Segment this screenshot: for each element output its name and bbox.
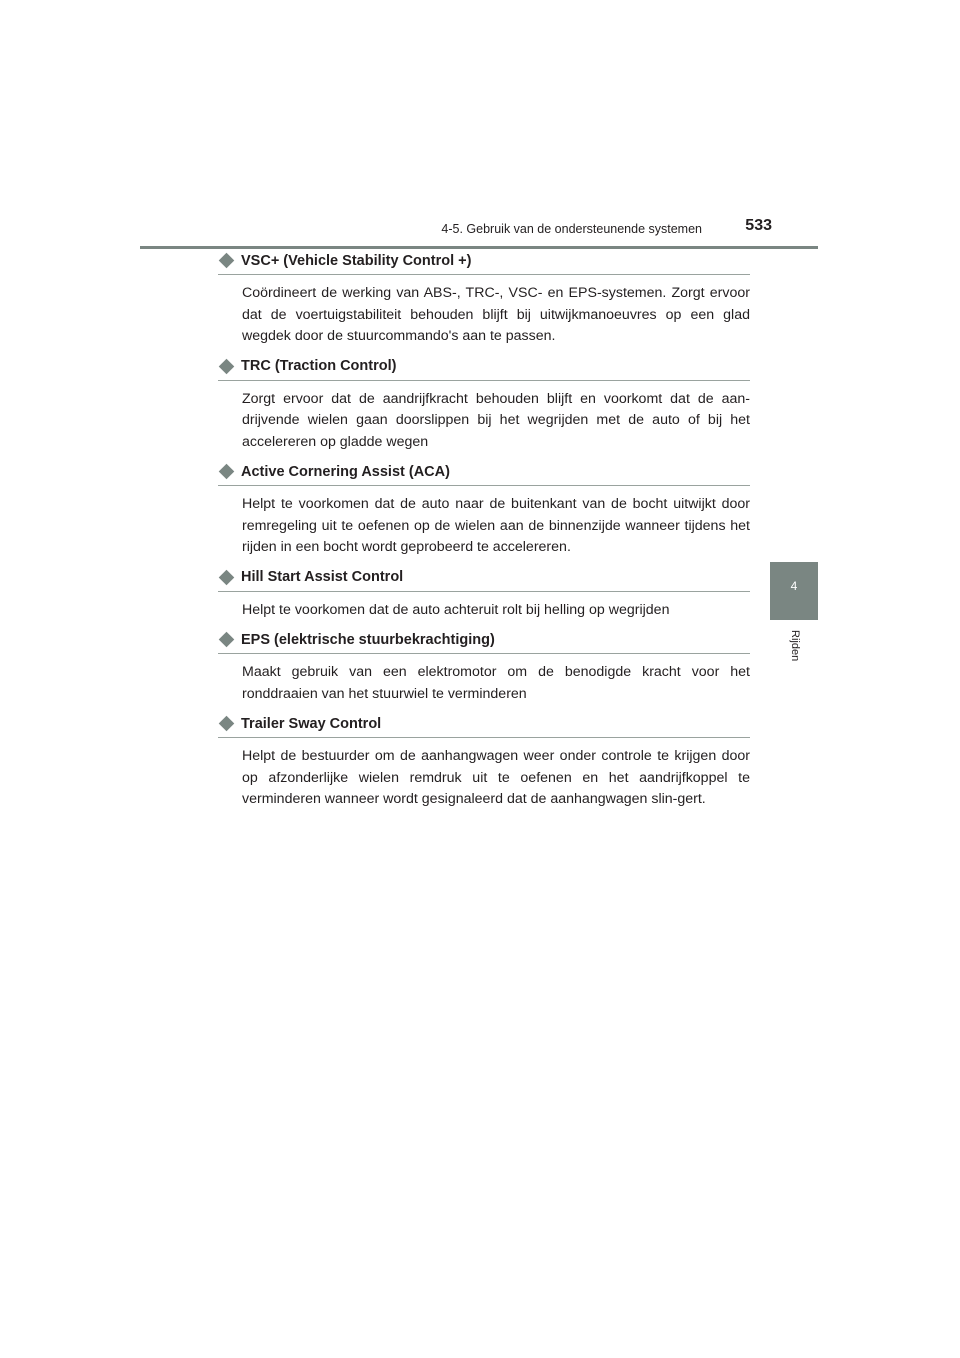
section-body: Zorgt ervoor dat de aandrijfkracht behouden blijft en voorkomt dat de aan-drijvende wielen gaan doorslippen bij het wegrijden met de auto of bij het accelereren op gladde wegen xyxy=(242,390,750,450)
section-heading xyxy=(218,356,750,381)
section-heading xyxy=(218,250,750,275)
section-body: Coördineert de werking van ABS-, TRC-, VSC- en EPS-systemen. Zorgt ervoor dat de voertuigstabiliteit behouden blijft bij uitwijkmanoeuvres op een glad wegdek door de stuurcommando's aan te passen. xyxy=(242,285,750,344)
section-title: Trailer Sway Control xyxy=(241,715,382,732)
section-title: TRC (Traction Control) xyxy=(241,358,397,374)
section-heading xyxy=(218,713,750,738)
page-number: 533 xyxy=(745,217,772,234)
section-title: VSC+ (Vehicle Stability Control +) xyxy=(241,252,472,269)
section-heading xyxy=(218,461,750,486)
chapter-tab-number: 4 xyxy=(790,579,798,593)
page-header xyxy=(140,214,818,249)
section-trc xyxy=(218,356,750,454)
section-body: Helpt te voorkomen dat de auto achteruit rolt bij helling op wegrijden xyxy=(242,601,670,618)
section-body: Helpt te voorkomen dat de auto naar de buitenkant van de bocht uitwijkt door remregeling uit te oefenen op de wielen aan de binnenzijde wanneer tijdens het rijden in een bocht wordt geprobeerd te accelereren. xyxy=(242,496,750,555)
section-title: Hill Start Assist Control xyxy=(241,569,404,585)
chapter-tab xyxy=(770,562,818,620)
diamond-bullet-icon xyxy=(219,632,235,648)
section-title: Active Cornering Assist (ACA) xyxy=(241,463,450,480)
diamond-bullet-icon xyxy=(219,569,235,585)
diamond-bullet-icon xyxy=(219,358,235,374)
section-title: EPS (elektrische stuurbekrachtiging) xyxy=(241,631,495,648)
section-body: Helpt de bestuurder om de aanhangwagen weer onder controle te krijgen door op afzonderlijke wielen remdruk uit te oefenen en het aandrijfkoppel te verminderen wanneer wordt gesignaleerd dat de aanhangwagen slin-gert. xyxy=(242,748,750,807)
section-vsc xyxy=(218,250,750,348)
chapter-tab-label: Rijden xyxy=(789,630,801,662)
section-heading xyxy=(218,567,750,592)
section-heading xyxy=(218,629,750,654)
section-trailer-sway xyxy=(218,713,750,811)
diamond-bullet-icon xyxy=(219,464,235,480)
diamond-bullet-icon xyxy=(219,716,235,732)
section-hill-start xyxy=(218,567,750,622)
diamond-bullet-icon xyxy=(219,253,235,269)
section-eps xyxy=(218,629,750,705)
page-content xyxy=(218,250,750,811)
chapter-title: 4-5. Gebruik van de ondersteunende systemen xyxy=(441,222,702,236)
section-aca xyxy=(218,461,750,559)
section-body: Maakt gebruik van een elektromotor om de benodigde kracht voor het ronddraaien van het stuurwiel te verminderen xyxy=(242,664,750,702)
